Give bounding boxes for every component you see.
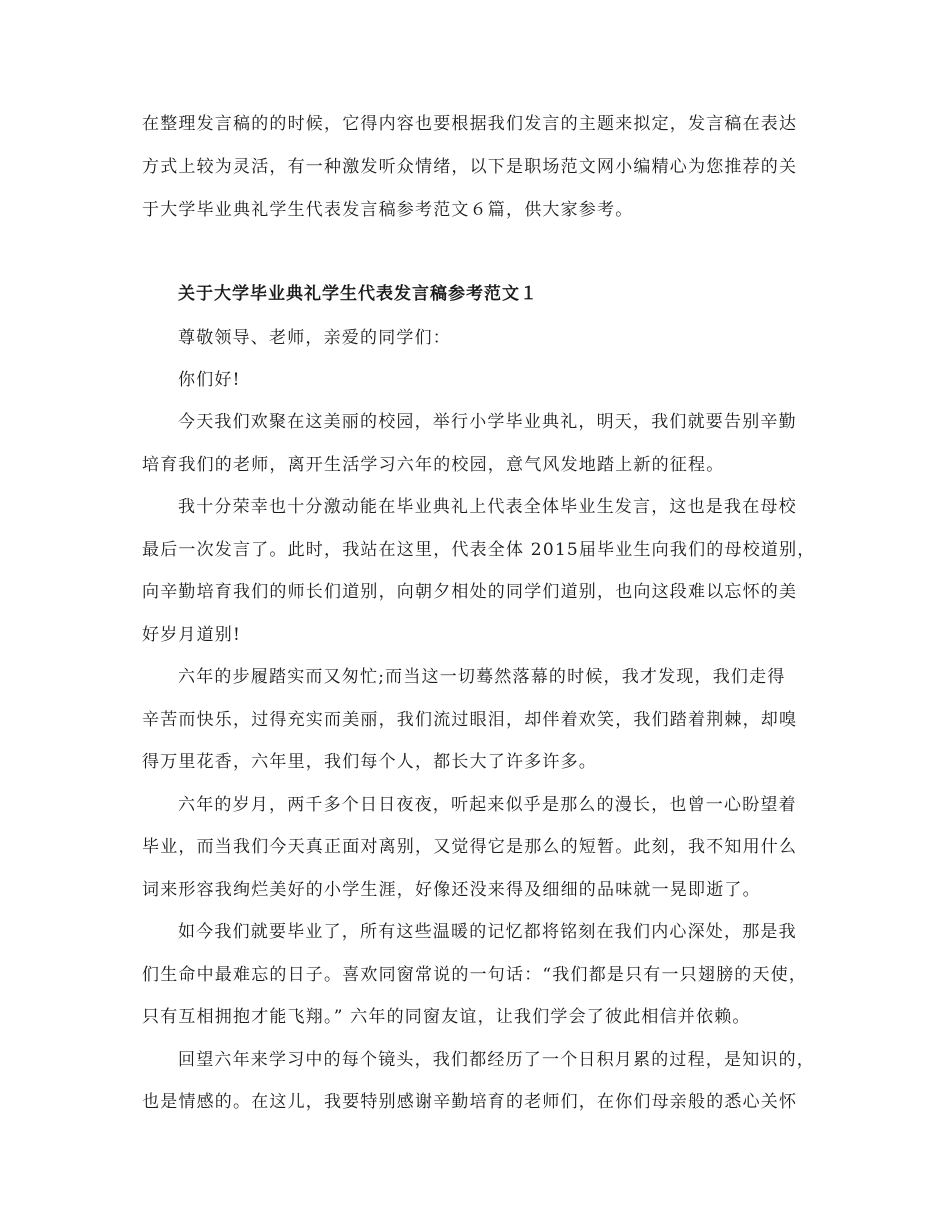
paragraph-line: 毕业，而当我们今天真正面对离别，又觉得它是那么的短暂。此刻，我不知用什么 bbox=[142, 837, 798, 857]
paragraph-line: 好岁月道别! bbox=[142, 625, 242, 645]
paragraph-line: 只有互相拥抱才能飞翔。” 六年的同窗友谊，让我们学会了彼此相信并依赖。 bbox=[142, 1007, 751, 1027]
paragraph-line: 回望六年来学习中的每个镜头，我们都经历了一个日积月累的过程，是知识的， bbox=[178, 1050, 815, 1070]
paragraph-line: 们生命中最难忘的日子。喜欢同窗常说的一句话：“我们都是只有一只翅膀的天使， bbox=[142, 965, 808, 985]
paragraph-line: 六年的岁月，两千多个日日夜夜，听起来似乎是那么的漫长，也曾一心盼望着 bbox=[178, 795, 797, 815]
intro-line: 在整理发言稿的的时候，它得内容也要根据我们发言的主题来拟定，发言稿在表达 bbox=[142, 114, 798, 134]
paragraph-line: 得万里花香，六年里，我们每个人，都长大了许多许多。 bbox=[142, 752, 597, 772]
paragraph-line: 培育我们的老师，离开生活学习六年的校园，意气风发地踏上新的征程。 bbox=[142, 455, 725, 475]
paragraph-line: 向辛勤培育我们的师长们道别，向朝夕相处的同学们道别，也向这段难以忘怀的美 bbox=[142, 582, 798, 602]
intro-line: 于大学毕业典礼学生代表发言稿参考范文６篇，供大家参考。 bbox=[142, 200, 634, 220]
paragraph-line: 六年的步履踏实而又匆忙;而当这一切蓦然落幕的时候，我才发现，我们走得 bbox=[178, 667, 786, 687]
paragraph-line: 我十分荣幸也十分激动能在毕业典礼上代表全体毕业生发言，这也是我在母校 bbox=[178, 497, 797, 517]
greeting: 你们好! bbox=[178, 370, 241, 390]
paragraph-line: 辛苦而快乐，过得充实而美丽，我们流过眼泪，却伴着欢笑，我们踏着荆棘，却嗅 bbox=[142, 710, 798, 730]
salutation: 尊敬领导、老师，亲爱的同学们： bbox=[178, 328, 451, 348]
paragraph-line: 也是情感的。在这儿，我要特别感谢辛勤培育的老师们，在你们母亲般的悉心关怀 bbox=[142, 1092, 798, 1112]
article-title: 关于大学毕业典礼学生代表发言稿参考范文１ bbox=[178, 284, 538, 304]
paragraph-line: 词来形容我绚烂美好的小学生涯，好像还没来得及细细的品味就一晃即逝了。 bbox=[142, 880, 761, 900]
paragraph-line: 最后一次发言了。此时，我站在这里，代表全体 2015届毕业生向我们的母校道别， bbox=[142, 540, 816, 560]
intro-line: 方式上较为灵活，有一种激发听众情绪，以下是职场范文网小编精心为您推荐的关 bbox=[142, 157, 798, 177]
paragraph-line: 如今我们就要毕业了，所有这些温暖的记忆都将铭刻在我们内心深处，那是我 bbox=[178, 922, 797, 942]
paragraph-line: 今天我们欢聚在这美丽的校园，举行小学毕业典礼，明天，我们就要告别辛勤 bbox=[178, 412, 797, 432]
